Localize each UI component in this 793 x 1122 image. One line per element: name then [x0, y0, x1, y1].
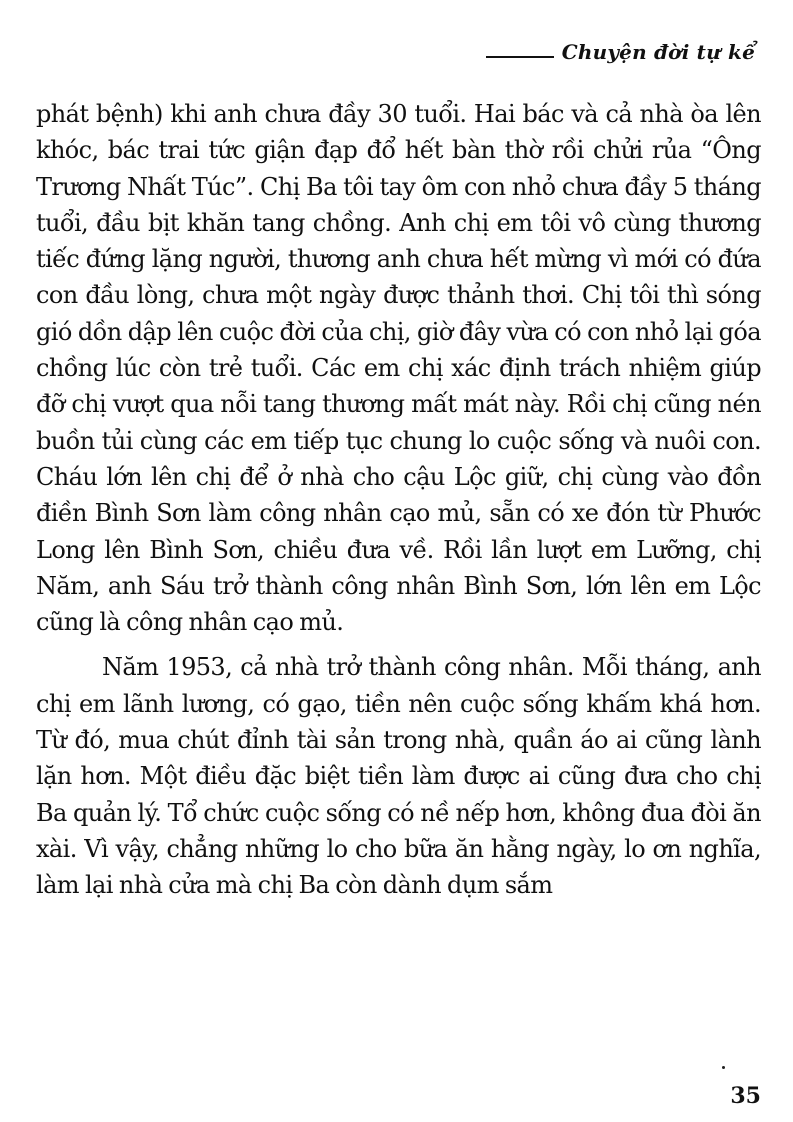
running-header — [486, 40, 755, 64]
page-number: 35 — [730, 1083, 761, 1109]
header-title: Chuyện đời tự kể — [561, 40, 755, 64]
paragraph: Năm 1953, cả nhà trở thành công nhân. Mỗi tháng, anh chị em lãnh lương, có gạo, tiền nên cuộc sống khấm khá hơn. Từ đó, mua chút đỉnh tài sản trong nhà, quần áo ai cũng lành lặn hơn. Một điều đặc biệt tiền làm được ai cũng đưa cho chị Ba quản lý. Tổ chức cuộc sống có nề nếp hơn, không đua đòi ăn xài. Vì vậy, chẳng những lo cho bữa ăn hằng ngày, lo ơn nghĩa, làm lại nhà cửa mà chị Ba còn dành dụm sắm — [36, 653, 761, 900]
body-text — [36, 96, 761, 904]
header-rule — [486, 56, 554, 58]
print-speck — [722, 1066, 725, 1069]
paragraph: phát bệnh) khi anh chưa đầy 30 tuổi. Hai bác và cả nhà òa lên khóc, bác trai tức giận đạp đổ hết bàn thờ rồi chửi rủa “Ông Trương Nhất Túc”. Chị Ba tôi tay ôm con nhỏ chưa đầy 5 tháng tuổi, đầu bịt khăn tang chồng. Anh chị em tôi vô cùng thương tiếc đứng lặng người, thương anh chưa hết mừng vì mới có đứa con đầu lòng, chưa một ngày được thảnh thơi. Chị tôi thì sóng gió dồn dập lên cuộc đời của chị, giờ đây vừa có con nhỏ lại góa chồng lúc còn trẻ tuổi. Các em chị xác định trách nhiệm giúp đỡ chị vượt qua nỗi tang thương mất mát này. Rồi chị cũng nén buồn tủi cùng các em tiếp tục chung lo cuộc sống và nuôi con. Cháu lớn lên chị để ở nhà cho cậu Lộc giữ, chị cùng vào đồn điền Bình Sơn làm công nhân cạo mủ, sẵn có xe đón từ Phước Long lên Bình Sơn, chiều đưa về. Rồi lần lượt em Lưỡng, chị Năm, anh Sáu trở thành công nhân Bình Sơn, lớn lên em Lộc cũng là công nhân cạo mủ. — [36, 100, 761, 637]
